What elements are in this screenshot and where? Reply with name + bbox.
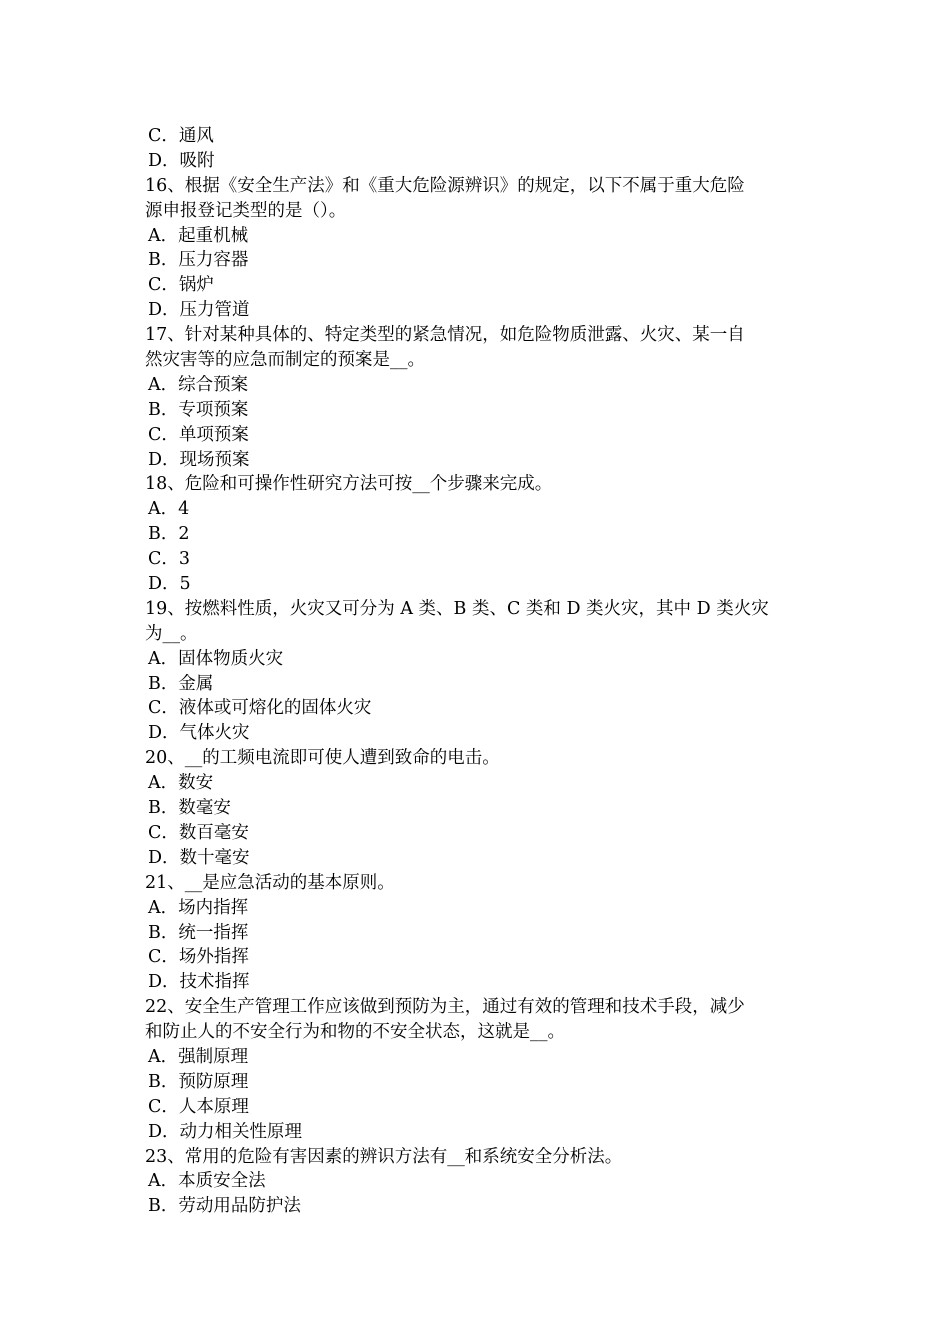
option-text: 吸附 [179, 150, 215, 171]
option-letter: A． [148, 1046, 179, 1067]
option-letter: D． [148, 150, 180, 171]
answer-option [145, 1169, 810, 1194]
option-letter: C． [148, 126, 179, 146]
option-letter: C． [148, 822, 179, 843]
answer-option [145, 696, 810, 721]
question-block [145, 995, 810, 1144]
option-text: 5 [179, 574, 191, 595]
question-block [145, 174, 810, 323]
option-letter: B． [148, 673, 179, 694]
option-letter: A． [148, 648, 179, 669]
answer-option [145, 572, 810, 597]
answer-option [145, 1070, 810, 1095]
question-stem-line: 16、根据《安全生产法》和《重大危险源辨识》的规定，以下不属于重大危险 [145, 175, 745, 196]
option-letter: D． [148, 449, 180, 470]
question-block [145, 597, 810, 746]
option-text: 场外指挥 [178, 947, 249, 968]
option-letter: C． [148, 1096, 179, 1117]
question-stem-line: 21、__是应急活动的基本原则。 [145, 872, 395, 893]
option-letter: A． [148, 499, 179, 520]
option-text: 数毫安 [178, 798, 231, 819]
option-letter: B． [148, 922, 179, 943]
option-text: 统一指挥 [178, 922, 249, 943]
answer-option [145, 672, 810, 697]
option-letter: B． [148, 250, 179, 271]
option-letter: D． [148, 300, 180, 321]
option-letter: C． [148, 947, 179, 968]
option-text: 金属 [178, 673, 214, 694]
option-text: 专项预案 [178, 399, 249, 420]
answer-option [145, 124, 810, 149]
question-stem-line: 然灾害等的应急而制定的预案是__。 [145, 350, 425, 371]
option-text: 综合预案 [178, 374, 249, 395]
answer-option [145, 298, 810, 323]
question-block [145, 746, 810, 870]
option-letter: D． [148, 1121, 180, 1142]
question-stem-line: 22、安全生产管理工作应该做到预防为主，通过有效的管理和技术手段，减少 [145, 997, 745, 1018]
option-text: 场内指挥 [178, 897, 249, 918]
option-letter: A． [148, 1171, 179, 1192]
option-letter: C． [148, 698, 179, 719]
answer-option [145, 448, 810, 473]
option-text: 预防原理 [178, 1071, 249, 1092]
option-letter: B． [148, 798, 179, 819]
answer-option [145, 224, 810, 249]
answer-option [145, 248, 810, 273]
option-text: 3 [178, 549, 191, 570]
option-letter: D． [148, 723, 180, 744]
question-stem-line: 20、__的工频电流即可使人遭到致命的电击。 [145, 748, 500, 769]
option-text: 锅炉 [178, 275, 214, 296]
option-letter: C． [148, 549, 179, 570]
answer-option [145, 771, 810, 796]
question-stem-line: 19、按燃料性质，火灾又可分为 A 类、B 类、C 类和 D 类火灾，其中 D 类火灾 [145, 598, 769, 619]
option-letter: A． [148, 225, 179, 246]
exam-question-list [145, 124, 810, 1219]
option-text: 压力容器 [178, 250, 249, 271]
answer-option [145, 273, 810, 298]
option-text: 液体或可熔化的固体火灾 [178, 698, 372, 719]
answer-option [145, 547, 810, 572]
option-text: 固体物质火灾 [178, 648, 284, 669]
answer-option [145, 398, 810, 423]
question-stem-line: 和防止人的不安全行为和物的不安全状态，这就是__。 [145, 1022, 565, 1043]
option-text: 通风 [178, 126, 214, 146]
option-text: 技术指挥 [179, 972, 250, 993]
answer-option [145, 1120, 810, 1145]
option-letter: D． [148, 847, 180, 868]
option-text: 动力相关性原理 [179, 1121, 303, 1142]
answer-option [145, 796, 810, 821]
option-letter: B． [148, 1071, 179, 1092]
option-letter: A． [148, 374, 179, 395]
option-text: 劳动用品防护法 [178, 1196, 301, 1217]
answer-option [145, 1095, 810, 1120]
question-block [145, 472, 810, 596]
option-text: 数十毫安 [179, 847, 250, 868]
option-letter: B． [148, 524, 179, 545]
option-letter: C． [148, 275, 179, 296]
option-text: 压力管道 [179, 300, 250, 321]
question-block [145, 323, 810, 472]
answer-option [145, 821, 810, 846]
answer-option [145, 647, 810, 672]
question-stem-line: 23、常用的危险有害因素的辨识方法有__和系统安全分析法。 [145, 1146, 623, 1167]
option-text: 4 [178, 499, 190, 520]
option-letter: A． [148, 773, 179, 794]
question-block [145, 1145, 810, 1220]
option-letter: A． [148, 897, 179, 918]
answer-option [145, 1045, 810, 1070]
option-text: 强制原理 [178, 1046, 249, 1067]
answer-option [145, 497, 810, 522]
answer-option [145, 921, 810, 946]
option-text: 起重机械 [178, 225, 249, 246]
answer-option [145, 721, 810, 746]
question-block [145, 871, 810, 995]
answer-option [145, 896, 810, 921]
answer-option [145, 970, 810, 995]
option-text: 人本原理 [178, 1096, 249, 1117]
answer-option [145, 846, 810, 871]
answer-option [145, 149, 810, 174]
option-text: 单项预案 [178, 424, 249, 445]
answer-option [145, 522, 810, 547]
option-text: 数安 [178, 773, 214, 794]
question-stem-line: 为__。 [145, 623, 198, 644]
option-letter: B． [148, 399, 179, 420]
answer-option [145, 945, 810, 970]
question-stem-line: 18、危险和可操作性研究方法可按__个步骤来完成。 [145, 474, 553, 495]
option-text: 气体火灾 [179, 723, 250, 744]
answer-option [145, 373, 810, 398]
option-letter: D． [148, 574, 180, 595]
option-letter: C． [148, 424, 179, 445]
question-stem-line: 17、针对某种具体的、特定类型的紧急情况，如危险物质泄露、火灾、某一自 [145, 325, 745, 346]
option-letter: D． [148, 972, 180, 993]
answer-option [145, 423, 810, 448]
option-text: 数百毫安 [178, 822, 249, 843]
option-text: 2 [178, 524, 190, 545]
option-text: 现场预案 [179, 449, 250, 470]
option-text: 本质安全法 [178, 1171, 266, 1192]
answer-option [145, 1194, 810, 1219]
option-letter: B． [148, 1196, 179, 1217]
question-stem-line: 源申报登记类型的是（）。 [145, 200, 347, 221]
